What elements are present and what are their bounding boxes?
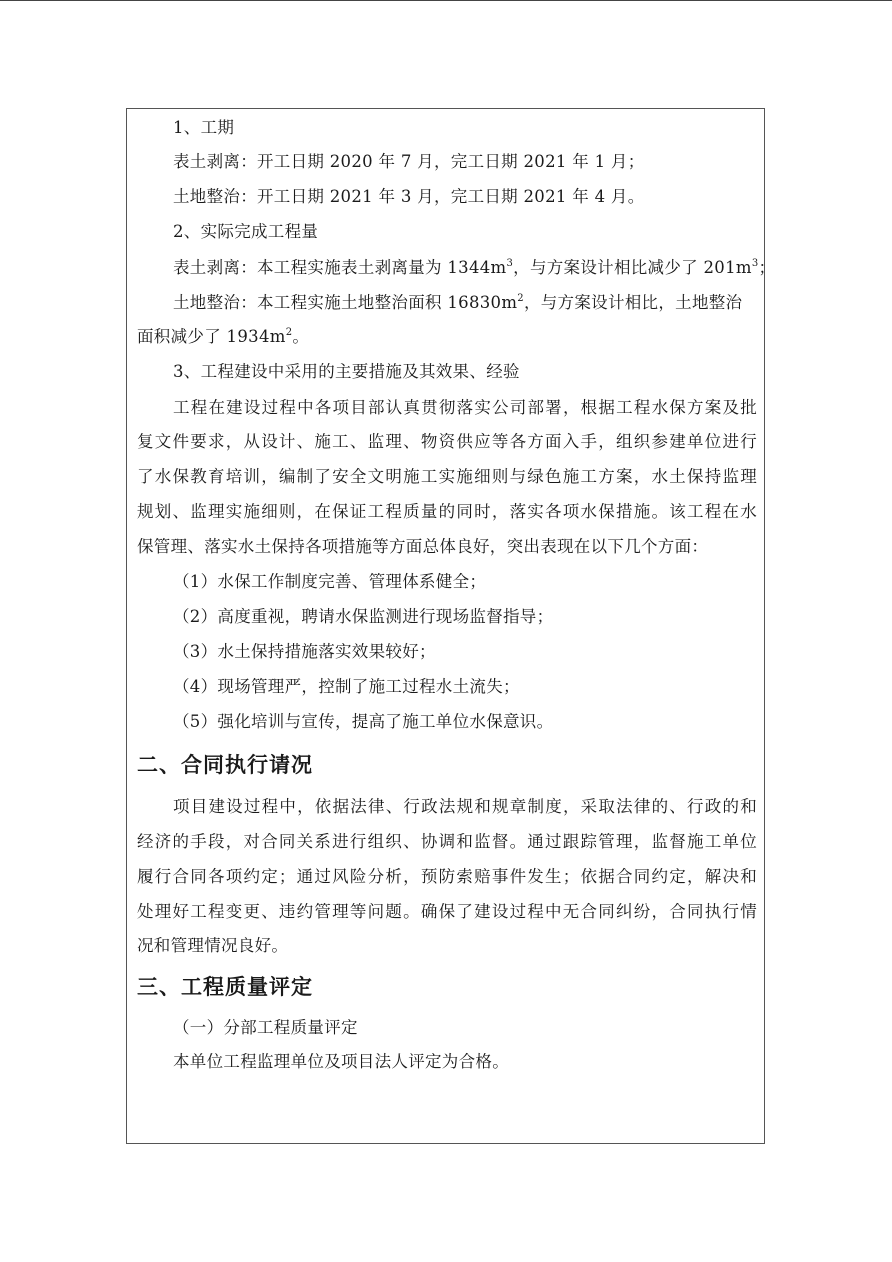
quantities-heading: 2、实际完成工程量: [173, 222, 319, 241]
quantity-topsoil: [173, 257, 793, 279]
quality-subheading: （一）分部工程质量评定: [173, 1018, 358, 1037]
quantity-land-cont-part2: 。: [292, 327, 310, 346]
quality-text: 本单位工程监理单位及项目法人评定为合格。: [173, 1052, 509, 1071]
list-item-2: （2）高度重视，聘请水保监测进行现场监督指导；: [173, 607, 554, 626]
contract-line-3: 履行合同各项约定；通过风险分析，预防索赔事件发生；依据合同约定，解决和: [137, 867, 757, 886]
list-item-4: （4）现场管理严，控制了施工过程水土流失；: [173, 677, 520, 696]
quantity-land-part1: 土地整治：本工程实施土地整治面积 16830m: [173, 293, 518, 312]
schedule-topsoil: 表土剥离：开工日期 2020 年 7 月，完工日期 2021 年 1 月；: [173, 152, 645, 171]
superscript-3a: 3: [506, 258, 514, 269]
superscript-2b: 2: [285, 327, 293, 338]
measures-line-2: 复文件要求，从设计、施工、监理、物资供应等各方面入手，组织参建单位进行: [137, 432, 757, 451]
quantity-topsoil-part1: 表土剥离：本工程实施表土剥离量为 1344m: [173, 258, 507, 277]
list-item-3: （3）水土保持措施落实效果较好；: [173, 642, 436, 661]
contract-line-4: 处理好工程变更、违约管理等问题。确保了建设过程中无合同纠纷，合同执行情: [137, 902, 757, 921]
quantity-land: [173, 292, 793, 314]
quantity-topsoil-part3: ；: [758, 258, 776, 277]
superscript-3b: 3: [751, 258, 759, 269]
page-top-rule: [0, 0, 892, 1]
contract-line-1: 项目建设过程中，依据法律、行政法规和规章制度，采取法律的、行政的和: [173, 797, 757, 816]
contract-section-heading: 二、合同执行请况: [137, 753, 313, 777]
measures-line-1: 工程在建设过程中各项目部认真贯彻落实公司部署，根据工程水保方案及批: [173, 398, 757, 417]
list-item-1: （1）水保工作制度完善、管理体系健全；: [173, 572, 487, 591]
superscript-2a: 2: [517, 293, 524, 304]
quantity-land-part2: ，与方案设计相比，土地整治: [523, 293, 743, 312]
schedule-land: 土地整治：开工日期 2021 年 3 月，完工日期 2021 年 4 月。: [173, 187, 645, 206]
contract-line-2: 经济的手段，对合同关系进行组织、协调和监督。通过跟踪管理，监督施工单位: [137, 832, 757, 851]
quantity-land-cont-part1: 面积减少了 1934m: [137, 327, 286, 346]
quantity-land-cont: [137, 326, 757, 348]
measures-heading: 3、工程建设中采用的主要措施及其效果、经验: [173, 362, 520, 381]
list-item-5: （5）强化培训与宣传，提高了施工单位水保意识。: [173, 712, 554, 731]
quantity-topsoil-part2: ，与方案设计相比减少了 201m: [513, 258, 752, 277]
contract-line-5: 况和管理情况良好。: [137, 936, 289, 955]
measures-line-4: 规划、监理实施细则，在保证工程质量的同时，落实各项水保措施。该工程在水: [137, 502, 757, 521]
measures-line-5: 保管理、落实水土保持各项措施等方面总体良好，突出表现在以下几个方面：: [137, 537, 709, 556]
document-frame: [126, 108, 776, 1144]
schedule-heading: 1、工期: [173, 118, 235, 137]
quality-section-heading: 三、工程质量评定: [137, 975, 313, 999]
measures-line-3: 了水保教育培训，编制了安全文明施工实施细则与绿色施工方案，水土保持监理: [137, 467, 757, 486]
